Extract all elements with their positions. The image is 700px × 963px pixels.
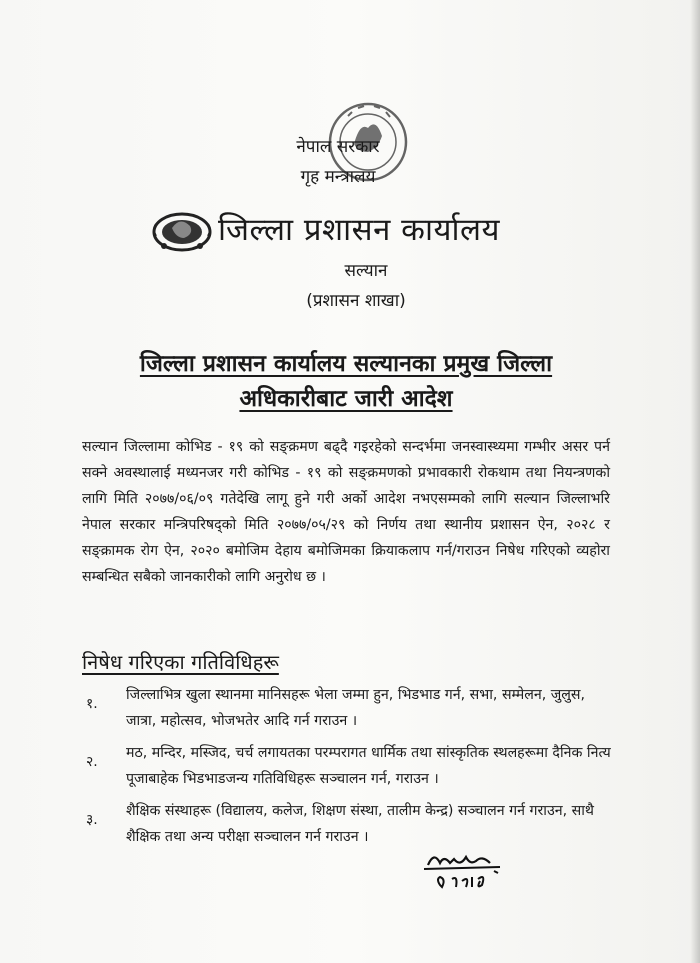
ministry-name: गृह मन्त्रालय xyxy=(300,167,376,187)
order-title-line-1: जिल्ला प्रशासन कार्यालय सल्यानका प्रमुख जिल्ला xyxy=(139,351,553,377)
page-edge-shadow xyxy=(690,0,700,963)
list-item-text: मठ, मन्दिर, मस्जिद, चर्च लगायतका परम्परागत धार्मिक तथा सांस्कृतिक स्थलहरूमा दैनिक नित्य पूजाबाहेक भिडभाडजन्य गतिविधिहरू सञ्चालन गर्न, गराउन । xyxy=(126,745,611,787)
government-name: नेपाल सरकार xyxy=(296,137,380,157)
office-title: जिल्ला प्रशासन कार्यालय xyxy=(218,212,501,248)
list-item-number: २. xyxy=(86,754,98,770)
list-item-number: ३. xyxy=(86,812,98,828)
district-name: सल्यान xyxy=(344,261,388,281)
list-item-text: जिल्लाभित्र खुला स्थानमा मानिसहरू भेला जम्मा हुन, भिडभाड गर्न, सभा, सम्मेलन, जुलुस, जात्रा, महोत्सव, भोजभतेर आदि गर्न गराउन । xyxy=(126,687,586,729)
list-item-number: १. xyxy=(86,696,98,712)
list-item-text: शैक्षिक संस्थाहरू (विद्यालय, कलेज, शिक्षण संस्था, तालीम केन्द्र) सञ्चालन गर्न गराउन, साथै शैक्षिक तथा अन्य परीक्षा सञ्चालन गर्न गराउन । xyxy=(126,803,594,845)
prohibited-activities-heading: निषेध गरिएका गतिविधिहरू xyxy=(82,650,279,674)
office-title-row xyxy=(150,206,570,254)
nepal-emblem-icon xyxy=(150,206,214,254)
order-title-line-2: अधिकारीबाट जारी आदेश xyxy=(239,386,453,412)
handwritten-signature xyxy=(410,845,530,905)
order-body-paragraph: सल्यान जिल्लामा कोभिड - १९ को सङ्क्रमण बढ्दै गइरहेको सन्दर्भमा जनस्वास्थ्यमा गम्भीर असर पर्न सक्ने अवस्थालाई मध्यनजर गरी कोभिड - १९ को सङ्क्रमणको प्रभावकारी रोकथाम तथा नियन्त्रणको लागि मिति २०७७/०६/०९ गतेदेखि लागू हुने गरी अर्को आदेश नभएसम्मको लागि सल्यान जिल्लाभरि नेपाल सरकार मन्त्रिपरिषद्को मिति २०७७/०५/२९ को निर्णय तथा स्थानीय प्रशासन ऐन, २०२८ र सङ्क्रामक रोग ऐन, २०२० बमोजिम देहाय बमोजिमका क्रियाकलाप गर्न/गराउन निषेध गरिएको व्यहोरा सम्बन्धित सबैको जानकारीको लागि अनुरोध छ । xyxy=(82,439,610,585)
branch-name: (प्रशासन शाखा) xyxy=(306,291,406,311)
